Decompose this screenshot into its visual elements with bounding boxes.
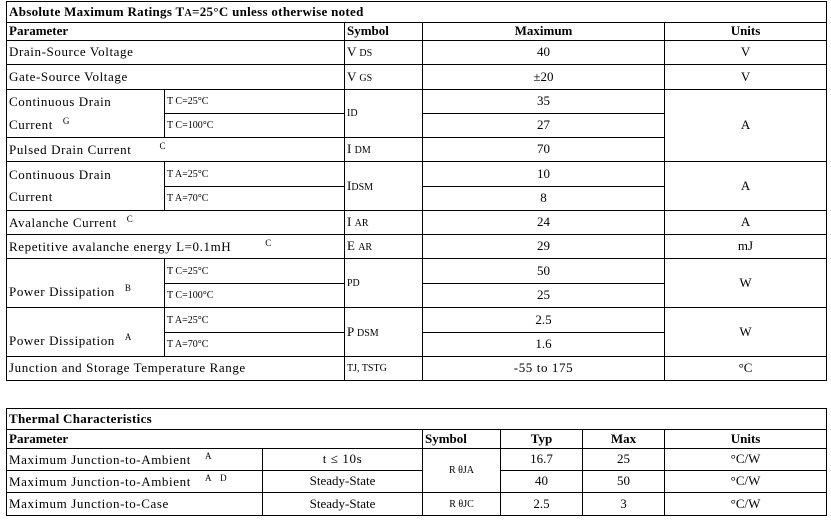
param-text: Maximum Junction-to-Ambient bbox=[9, 451, 191, 467]
param-cell bbox=[7, 162, 165, 211]
symbol-cell bbox=[345, 41, 423, 65]
symbol-main: I bbox=[347, 177, 352, 193]
max-cell: 50 bbox=[583, 471, 665, 493]
typ-cell: 2.5 bbox=[501, 493, 583, 516]
symbol-cell bbox=[345, 211, 423, 235]
max-cell: -55 to 175 bbox=[423, 357, 665, 381]
table-row bbox=[7, 308, 827, 333]
max-cell: 10 bbox=[423, 162, 665, 187]
param-cell: Gate-Source Voltage bbox=[7, 65, 345, 90]
header-symbol: Symbol bbox=[345, 23, 423, 41]
param-cell bbox=[7, 308, 165, 357]
condition-cell: T C=100°C bbox=[165, 114, 345, 138]
unit-cell: °C/W bbox=[665, 493, 827, 516]
thermal-characteristics-table bbox=[6, 408, 827, 516]
header-maximum: Maximum bbox=[423, 23, 665, 41]
symbol-cell: TJ, TSTG bbox=[345, 357, 423, 381]
param-cell bbox=[7, 235, 345, 259]
unit-cell: A bbox=[665, 211, 827, 235]
param-text: Repetitive avalanche energy L=0.1mH bbox=[9, 238, 232, 254]
max-cell: ±20 bbox=[423, 65, 665, 90]
header-parameter: Parameter bbox=[7, 430, 423, 449]
unit-cell: A bbox=[665, 162, 827, 211]
header-units: Units bbox=[665, 430, 827, 449]
symbol-cell: ID bbox=[345, 90, 423, 138]
condition-cell: t ≤ 10s bbox=[263, 449, 423, 471]
max-cell: 40 bbox=[423, 41, 665, 65]
max-cell: 25 bbox=[423, 284, 665, 308]
typ-cell: 16.7 bbox=[501, 449, 583, 471]
condition-cell: T A=25°C bbox=[165, 162, 345, 187]
symbol-cell: R θJC bbox=[423, 493, 501, 516]
table-row bbox=[7, 357, 827, 381]
param-cell bbox=[7, 259, 165, 308]
param-cell bbox=[7, 449, 263, 471]
footnote-mark: C bbox=[265, 237, 272, 248]
max-cell: 70 bbox=[423, 138, 665, 162]
param-cell bbox=[7, 471, 263, 493]
table-row bbox=[7, 41, 827, 65]
table-row bbox=[7, 259, 827, 284]
unit-cell: W bbox=[665, 259, 827, 308]
param-cell bbox=[7, 211, 345, 235]
symbol-sub: AR bbox=[358, 242, 373, 254]
footnote-mark: A bbox=[204, 450, 213, 461]
max-cell: 35 bbox=[423, 90, 665, 114]
table-row bbox=[7, 493, 827, 516]
footnote-mark: B bbox=[124, 282, 132, 293]
param-line2: Current bbox=[9, 117, 53, 132]
condition-cell: Steady-State bbox=[263, 493, 423, 516]
symbol-cell bbox=[345, 308, 423, 357]
symbol-main: P bbox=[347, 323, 354, 339]
footnote-mark: G bbox=[62, 116, 71, 126]
param-cell bbox=[7, 90, 165, 138]
header-max: Max bbox=[583, 430, 665, 449]
param-cell: Drain-Source Voltage bbox=[7, 41, 345, 65]
table-row bbox=[7, 449, 827, 471]
condition-cell: T A=70°C bbox=[165, 187, 345, 211]
symbol-sub: DM bbox=[354, 145, 371, 157]
max-cell: 8 bbox=[423, 187, 665, 211]
symbol-cell: PD bbox=[345, 259, 423, 308]
symbol-cell bbox=[345, 162, 423, 211]
max-cell: 2.5 bbox=[423, 308, 665, 333]
param-cell bbox=[7, 138, 345, 162]
param-text: Pulsed Drain Current bbox=[9, 141, 132, 157]
symbol-cell: R θJA bbox=[423, 449, 501, 493]
symbol-sub: DS bbox=[359, 48, 373, 60]
condition-cell: Steady-State bbox=[263, 471, 423, 493]
max-cell: 25 bbox=[583, 449, 665, 471]
symbol-sub: DSM bbox=[351, 181, 374, 193]
unit-cell: °C/W bbox=[665, 449, 827, 471]
condition-cell: T C=25°C bbox=[165, 259, 345, 284]
footnote-mark: C bbox=[159, 140, 167, 151]
header-symbol: Symbol bbox=[423, 430, 501, 449]
table-row bbox=[7, 211, 827, 235]
symbol-main: I bbox=[347, 141, 352, 157]
symbol-main: V bbox=[347, 68, 357, 84]
unit-cell: W bbox=[665, 308, 827, 357]
table-row bbox=[7, 471, 827, 493]
param-line2: Current bbox=[9, 189, 53, 204]
condition-cell: T C=100°C bbox=[165, 284, 345, 308]
abs-title-sub: A bbox=[184, 7, 193, 19]
symbol-main: I bbox=[347, 214, 352, 230]
param-cell: Maximum Junction-to-Case bbox=[7, 493, 263, 516]
param-line1: Continuous Drain bbox=[9, 93, 112, 109]
symbol-sub: DSM bbox=[357, 327, 379, 339]
param-line1: Continuous Drain bbox=[9, 166, 112, 182]
table-row bbox=[7, 65, 827, 90]
absolute-maximum-ratings-table bbox=[6, 1, 827, 381]
table-row bbox=[7, 235, 827, 259]
abs-title-main: Absolute Maximum Ratings T bbox=[9, 3, 185, 19]
unit-cell: mJ bbox=[665, 235, 827, 259]
footnote-mark: C bbox=[126, 213, 134, 224]
footnote-mark: A bbox=[124, 331, 133, 342]
max-cell: 1.6 bbox=[423, 333, 665, 357]
symbol-cell bbox=[345, 138, 423, 162]
max-cell: 27 bbox=[423, 114, 665, 138]
header-units: Units bbox=[665, 23, 827, 41]
unit-cell: V bbox=[665, 65, 827, 90]
symbol-main: E bbox=[347, 238, 355, 254]
condition-cell: T A=25°C bbox=[165, 308, 345, 333]
footnote-mark: A D bbox=[204, 472, 228, 483]
header-parameter: Parameter bbox=[7, 23, 345, 41]
symbol-cell bbox=[345, 235, 423, 259]
max-cell: 24 bbox=[423, 211, 665, 235]
unit-cell: A bbox=[665, 90, 827, 162]
symbol-main: V bbox=[347, 44, 357, 60]
unit-cell: °C bbox=[665, 357, 827, 381]
unit-cell: °C/W bbox=[665, 471, 827, 493]
symbol-cell bbox=[345, 65, 423, 90]
thermal-table-title: Thermal Characteristics bbox=[7, 409, 827, 430]
max-cell: 3 bbox=[583, 493, 665, 516]
param-text: Avalanche Current bbox=[9, 214, 117, 230]
abs-title-rest: =25°C unless otherwise noted bbox=[192, 3, 364, 19]
condition-cell: T C=25°C bbox=[165, 90, 345, 114]
max-cell: 29 bbox=[423, 235, 665, 259]
unit-cell: V bbox=[665, 41, 827, 65]
param-text: Power Dissipation bbox=[9, 332, 115, 348]
param-cell: Junction and Storage Temperature Range bbox=[7, 357, 345, 381]
table-row bbox=[7, 90, 827, 114]
table-row bbox=[7, 162, 827, 187]
param-text: Power Dissipation bbox=[9, 283, 115, 299]
abs-table-title bbox=[7, 2, 827, 23]
symbol-sub: AR bbox=[354, 218, 369, 230]
typ-cell: 40 bbox=[501, 471, 583, 493]
param-text: Maximum Junction-to-Ambient bbox=[9, 473, 191, 489]
max-cell: 50 bbox=[423, 259, 665, 284]
symbol-sub: GS bbox=[359, 72, 373, 84]
condition-cell: T A=70°C bbox=[165, 333, 345, 357]
header-typ: Typ bbox=[501, 430, 583, 449]
